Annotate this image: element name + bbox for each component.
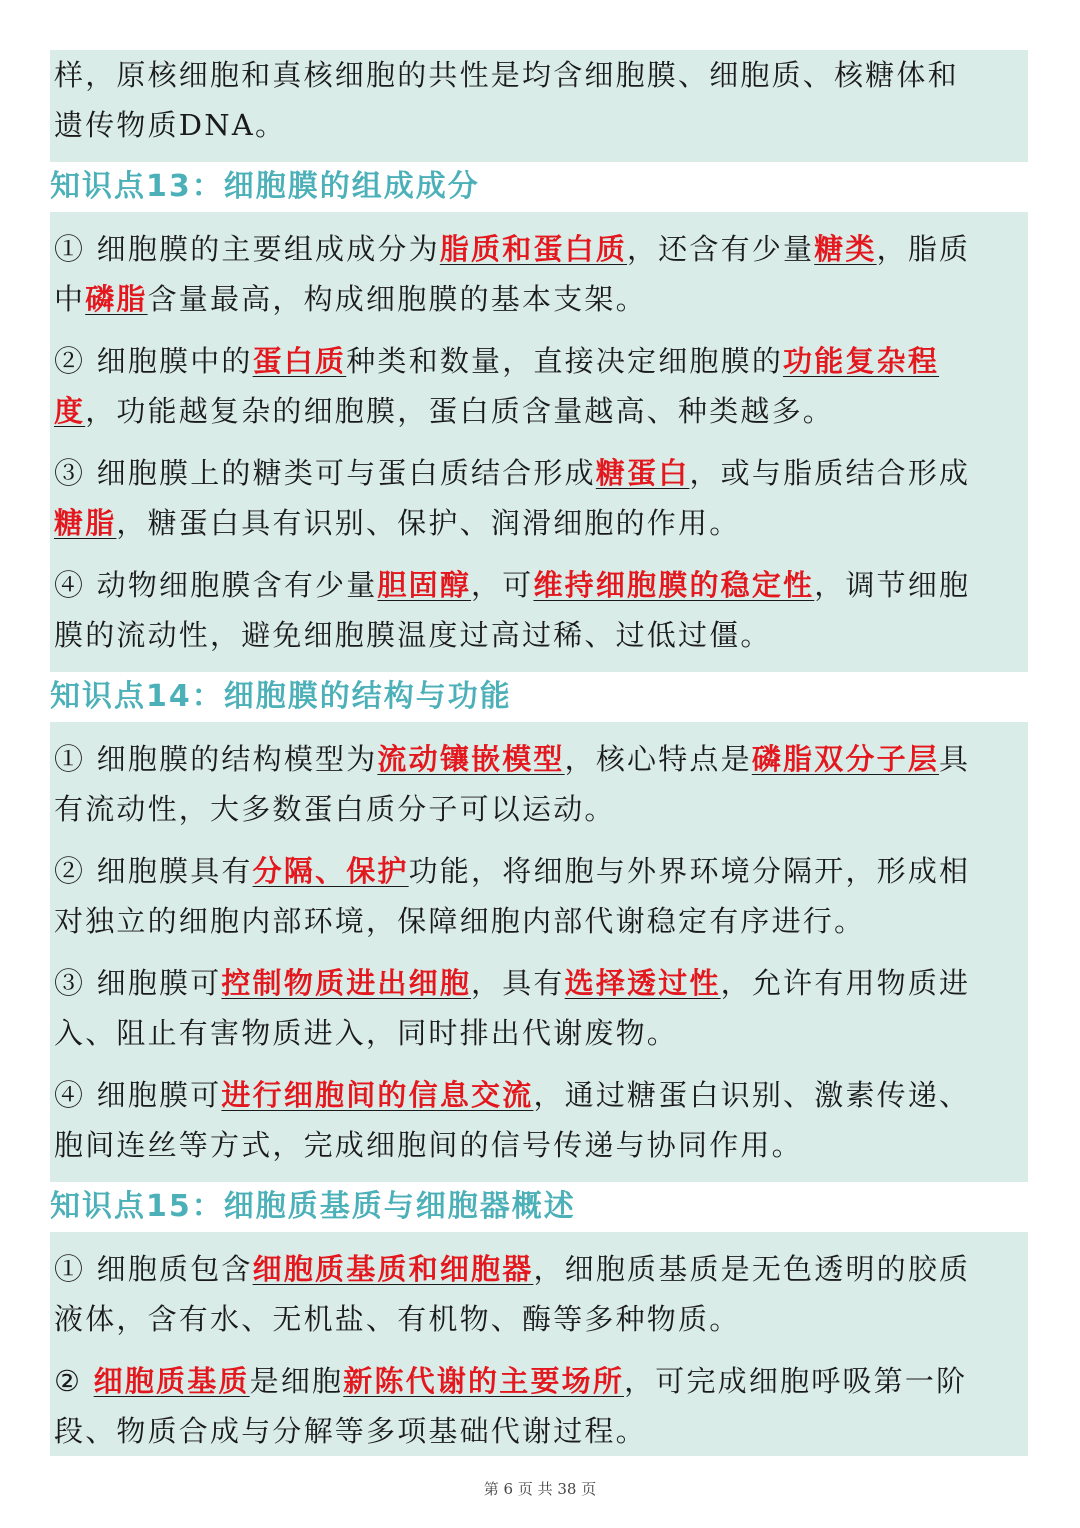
text: 膜的流动性，避免细胞膜温度过高过稀、过低过僵。 — [54, 618, 772, 652]
text: ，通过糖蛋白识别、激素传递、 — [533, 1078, 971, 1112]
highlight: 选择透过性 — [564, 966, 721, 1000]
section-heading-14: 知识点14：细胞膜的结构与功能 — [50, 679, 512, 714]
section-heading-15: 知识点15：细胞质基质与细胞器概述 — [50, 1189, 576, 1224]
highlight: 磷脂 — [85, 282, 148, 316]
highlight: 糖类 — [814, 232, 877, 266]
text: 中 — [54, 282, 86, 316]
text: ① 细胞膜的主要组成成分为 — [54, 232, 440, 266]
text: ，或与脂质结合形成 — [689, 456, 971, 490]
paragraph-line — [54, 846, 1024, 896]
highlight: 脂质和蛋白质 — [439, 232, 628, 266]
paragraph-line — [54, 896, 1024, 946]
text: ，可完成细胞呼吸第一阶 — [624, 1364, 968, 1398]
paragraph-line — [54, 448, 1024, 498]
highlight: 细胞质基质 — [93, 1364, 250, 1398]
text: 含量最高，构成细胞膜的基本支架。 — [147, 282, 647, 316]
highlight: 胆固醇 — [377, 568, 472, 602]
text: ，具有 — [471, 966, 565, 1000]
paragraph-line — [54, 1120, 1024, 1170]
text: ，脂质 — [876, 232, 971, 266]
text: 对独立的细胞内部环境，保障细胞内部代谢稳定有序进行。 — [54, 904, 866, 938]
paragraph-line — [54, 1008, 1024, 1058]
text: ④ 动物细胞膜含有少量 — [54, 568, 378, 602]
page-footer: 第 6 页 共 38 页 — [483, 1480, 597, 1498]
highlight: 进行细胞间的信息交流 — [221, 1078, 534, 1112]
highlight: 糖脂 — [54, 506, 117, 540]
paragraph-line — [54, 224, 1024, 274]
text: 液体，含有水、无机盐、有机物、酶等多种物质。 — [54, 1302, 741, 1336]
paragraph-line — [54, 1356, 1024, 1406]
highlight: 分隔、保护 — [252, 854, 409, 888]
paragraph-line — [54, 498, 1024, 548]
text: ，糖蛋白具有识别、保护、润滑细胞的作用。 — [116, 506, 741, 540]
paragraph-line — [54, 1244, 1024, 1294]
paragraph-line — [54, 1070, 1024, 1120]
highlight: 磷脂双分子层 — [751, 742, 940, 776]
paragraph-line — [54, 560, 1024, 610]
text: ① 细胞质包含 — [54, 1252, 253, 1286]
section-box-15 — [50, 1232, 1028, 1456]
text: ③ 细胞膜上的糖类可与蛋白质结合形成 — [54, 456, 596, 490]
document-page — [50, 50, 1028, 1456]
intro-box — [50, 50, 1028, 162]
paragraph-line — [54, 958, 1024, 1008]
text: ，功能越复杂的细胞膜，蛋白质含量越高、种类越多。 — [85, 394, 835, 428]
text: 入、阻止有害物质进入，同时排出代谢废物。 — [54, 1016, 679, 1050]
highlight: 细胞质基质和细胞器 — [252, 1252, 534, 1286]
paragraph-line — [54, 1406, 1024, 1456]
text: ，细胞质基质是无色透明的胶质 — [533, 1252, 971, 1286]
paragraph-line — [54, 336, 1024, 386]
text: ④ 细胞膜可 — [54, 1078, 222, 1112]
text: 是细胞 — [249, 1364, 344, 1398]
text: ，可 — [471, 568, 534, 602]
text: 具 — [939, 742, 971, 776]
text: 有流动性，大多数蛋白质分子可以运动。 — [54, 792, 616, 826]
text: ，核心特点是 — [564, 742, 752, 776]
text: ，调节细胞 — [814, 568, 971, 602]
highlight: 功能复杂程 — [783, 344, 940, 378]
paragraph-line — [54, 274, 1024, 324]
text: ，允许有用物质进 — [720, 966, 971, 1000]
highlight: 蛋白质 — [252, 344, 347, 378]
text: ② 细胞膜具有 — [54, 854, 253, 888]
intro-line: 样，原核细胞和真核细胞的共性是均含细胞膜、细胞质、核糖体和 — [54, 58, 959, 92]
highlight: 新陈代谢的主要场所 — [343, 1364, 625, 1398]
text: ② — [54, 1364, 94, 1398]
text: ，还含有少量 — [627, 232, 815, 266]
text: ② 细胞膜中的 — [54, 344, 253, 378]
highlight: 度 — [54, 394, 86, 428]
intro-line: 遗传物质DNA。 — [54, 108, 287, 142]
text: ③ 细胞膜可 — [54, 966, 222, 1000]
paragraph-line — [54, 386, 1024, 436]
paragraph-line — [54, 1294, 1024, 1344]
paragraph-line — [54, 734, 1024, 784]
section-heading-13: 知识点13：细胞膜的组成成分 — [50, 169, 480, 204]
text: 种类和数量，直接决定细胞膜的 — [346, 344, 784, 378]
paragraph-line — [54, 784, 1024, 834]
section-box-13 — [50, 212, 1028, 672]
paragraph-line — [54, 610, 1024, 660]
text: ① 细胞膜的结构模型为 — [54, 742, 378, 776]
highlight: 控制物质进出细胞 — [221, 966, 472, 1000]
highlight: 糖蛋白 — [595, 456, 690, 490]
highlight: 流动镶嵌模型 — [377, 742, 565, 776]
highlight: 维持细胞膜的稳定性 — [533, 568, 815, 602]
section-box-14 — [50, 722, 1028, 1182]
text: 功能，将细胞与外界环境分隔开，形成相 — [408, 854, 971, 888]
text: 段、物质合成与分解等多项基础代谢过程。 — [54, 1414, 647, 1448]
text: 胞间连丝等方式，完成细胞间的信号传递与协同作用。 — [54, 1128, 803, 1162]
